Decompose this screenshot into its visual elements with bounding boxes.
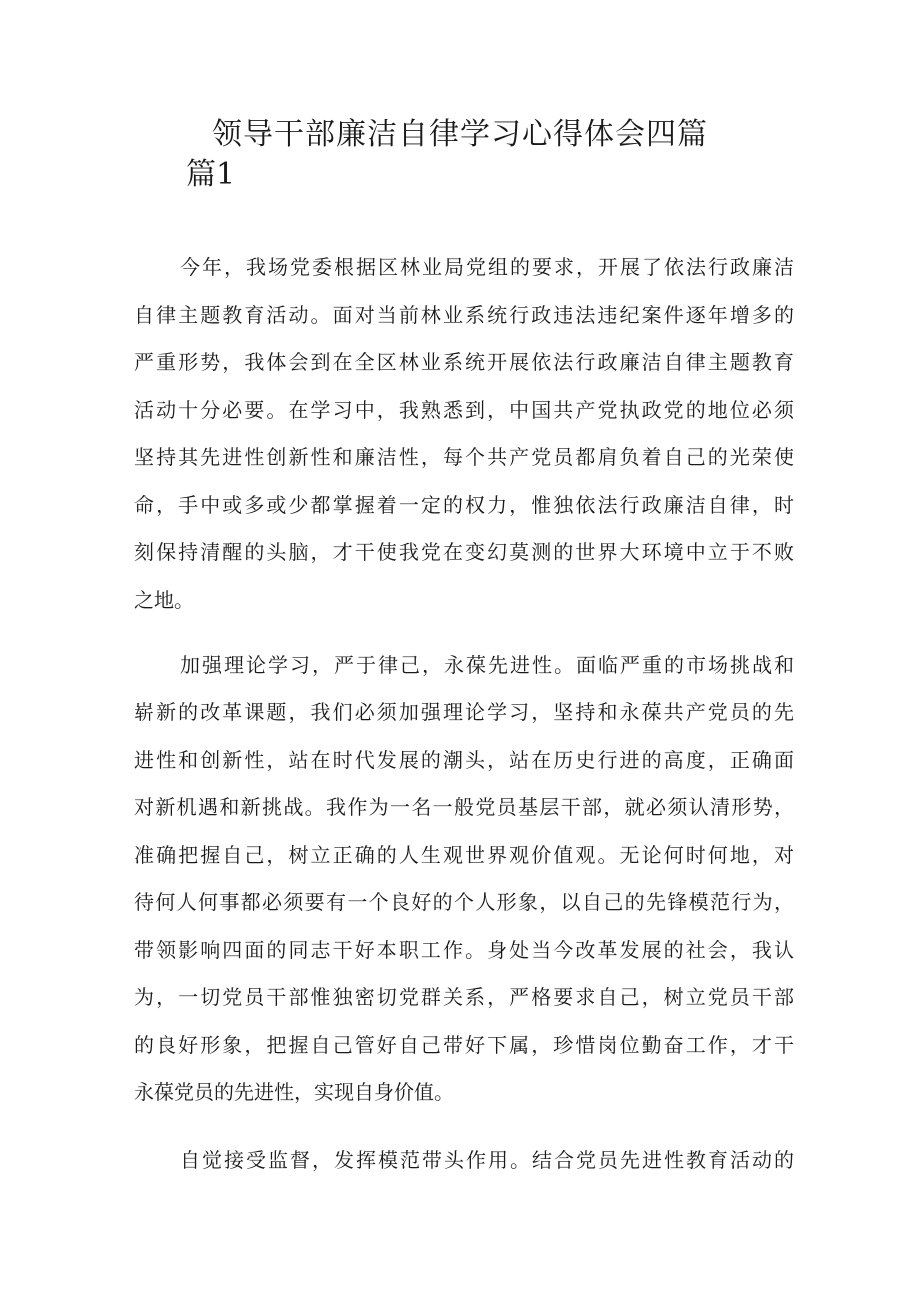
paragraph-line: 对新机遇和新挑战。我作为一名一般党员基层干部，就必须认清形势，	[134, 795, 794, 819]
paragraph-line: 加强理论学习，严于律己，永葆先进性。面临严重的市场挑战和	[180, 653, 794, 677]
paragraph-line: 准确把握自己，树立正确的人生观世界观价值观。无论何时何地，对	[134, 843, 794, 867]
paragraph-line: 命，手中或多或少都掌握着一定的权力，惟独依法行政廉洁自律，时	[134, 493, 794, 517]
document-title: 领导干部廉洁自律学习心得体会四篇	[212, 117, 708, 152]
paragraph-line: 今年，我场党委根据区林业局党组的要求，开展了依法行政廉洁	[180, 255, 794, 279]
paragraph-line: 崭新的改革课题，我们必须加强理论学习，坚持和永葆共产党员的先	[134, 700, 794, 724]
paragraph-line: 之地。	[134, 588, 194, 612]
paragraph-line: 带领影响四面的同志干好本职工作。身处当今改革发展的社会，我认	[134, 938, 794, 962]
paragraph-line: 自觉接受监督，发挥模范带头作用。结合党员先进性教育活动的	[180, 1148, 794, 1172]
section-heading: 篇1	[186, 157, 236, 192]
paragraph-line: 待何人何事都必须要有一个良好的个人形象，以自己的先锋模范行为，	[134, 890, 794, 914]
paragraph-line: 坚持其先进性创新性和廉洁性，每个共产党员都肩负着自己的光荣使	[134, 445, 794, 469]
paragraph-line: 永葆党员的先进性，实现自身价值。	[134, 1080, 454, 1104]
paragraph-line: 为，一切党员干部惟独密切党群关系，严格要求自己，树立党员干部	[134, 985, 794, 1009]
paragraph-line: 活动十分必要。在学习中，我熟悉到，中国共产党执政党的地位必须	[134, 398, 794, 422]
paragraph-line: 刻保持清醒的头脑，才干使我党在变幻莫测的世界大环境中立于不败	[134, 540, 794, 564]
paragraph-line: 进性和创新性，站在时代发展的潮头，站在历史行进的高度，正确面	[134, 748, 794, 772]
paragraph-line: 的良好形象，把握自己管好自己带好下属，珍惜岗位勤奋工作，才干	[134, 1033, 794, 1057]
paragraph-line: 自律主题教育活动。面对当前林业系统行政违法违纪案件逐年增多的	[134, 303, 794, 327]
paragraph-line: 严重形势，我体会到在全区林业系统开展依法行政廉洁自律主题教育	[134, 350, 794, 374]
